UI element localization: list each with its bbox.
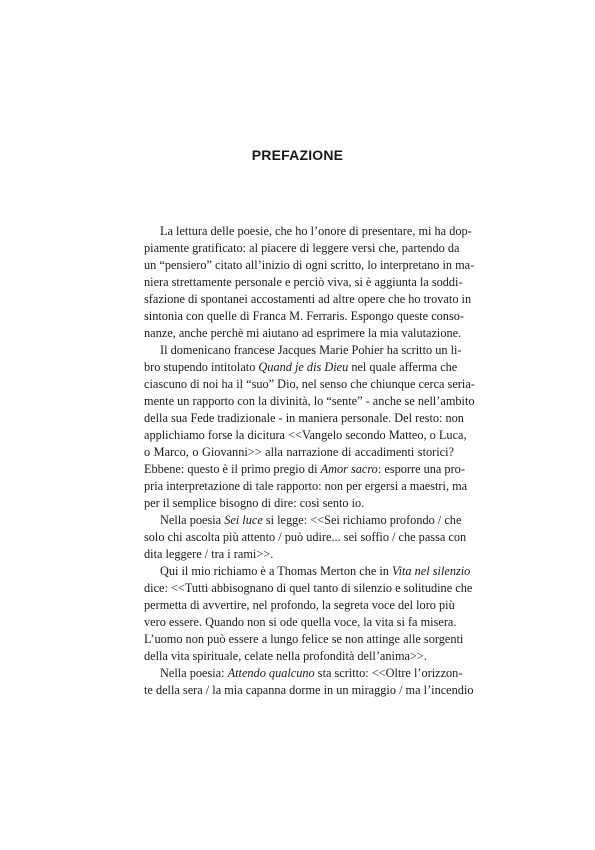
text-line — [144, 393, 475, 410]
text-line — [144, 580, 473, 597]
text-run: te della sera / la mia capanna dorme in un miraggio / ma l’incendio — [144, 683, 474, 697]
text-run: Il domenicano francese Jacques Marie Pohier ha scritto un li- — [160, 343, 462, 357]
italic-title: Sei luce — [224, 513, 263, 527]
text-run: pria interpretazione di tale rapporto: non per ergersi a maestri, ma — [144, 479, 468, 493]
text-run: piamente gratificato: al piacere di leggere versi che, partendo da — [144, 241, 460, 255]
text-line — [144, 546, 454, 563]
paragraph — [144, 223, 475, 342]
text-run: bro stupendo intitolato — [144, 360, 259, 374]
text-run: sfazione di spontanei accostamenti ad altre opere che ho trovato in — [144, 292, 472, 306]
text-run: La lettura delle poesie, che ho l’onore di presentare, mi ha dop- — [160, 224, 472, 238]
text-line — [144, 495, 454, 512]
text-run: della sua Fede tradizionale - in maniera personale. Del resto: non — [144, 411, 464, 425]
text-run: un “pensiero” citato all’inizio di ogni scritto, lo interpretano in ma- — [144, 258, 475, 272]
text-line — [144, 631, 464, 648]
text-line — [144, 597, 454, 614]
text-line — [144, 308, 464, 325]
text-run: nanze, anche perchè mi aiutano ad esprimere la mia valutazione. — [144, 326, 462, 340]
text-line — [144, 529, 467, 546]
text-line — [144, 257, 475, 274]
italic-title: Quand je dis Dieu — [258, 360, 349, 374]
text-run: Nella poesia: — [160, 666, 228, 680]
text-line — [144, 512, 462, 529]
italic-title: Attendo qualcuno — [227, 666, 315, 680]
text-run: applichiamo forse la dicitura <<Vangelo secondo Matteo, o Luca, — [144, 428, 467, 442]
text-line — [144, 325, 462, 342]
text-run: dice: <<Tutti abbisognano di quel tanto di silenzio e solitudine che — [144, 581, 473, 595]
text-run: : esporre una pro- — [377, 462, 465, 476]
text-run: sta scritto: <<Oltre l’orizzon- — [314, 666, 463, 680]
text-run: nel quale afferma che — [348, 360, 458, 374]
paragraph — [144, 342, 475, 512]
text-run: permetta di avvertire, nel profondo, la segreta voce del loro più — [144, 598, 455, 612]
text-line — [144, 223, 472, 240]
text-line — [144, 376, 475, 393]
text-run: niera strettamente personale e perciò viva, si è aggiunta la soddi- — [144, 275, 463, 289]
text-run: dita leggere / tra i rami>>. — [144, 547, 274, 561]
preface-body — [144, 223, 475, 699]
text-line — [144, 410, 464, 427]
text-line — [144, 240, 460, 257]
text-run: Qui il mio richiamo è a Thomas Merton che in — [160, 564, 392, 578]
text-line — [144, 614, 457, 631]
text-line — [144, 444, 454, 461]
text-run: sintonia con quelle di Franca M. Ferraris. Espongo queste conso- — [144, 309, 464, 323]
text-line — [144, 478, 468, 495]
text-line — [144, 291, 472, 308]
text-run: solo chi ascolta più attento / può udire... sei soffio / che passa con — [144, 530, 467, 544]
italic-title: Vita nel silenzio — [392, 564, 471, 578]
italic-title: Amor sacro — [320, 462, 378, 476]
text-line — [144, 342, 462, 359]
text-run: della vita spirituale, celate nella profondità dell’anima>>. — [144, 649, 427, 663]
text-line — [144, 665, 463, 682]
text-run: Nella poesia — [160, 513, 225, 527]
paragraph — [144, 665, 474, 699]
text-run: si legge: <<Sei richiamo profondo / che — [262, 513, 462, 527]
text-run: vero essere. Quando non si ode quella voce, la vita si fa misera. — [144, 615, 457, 629]
text-line — [144, 274, 463, 291]
text-line — [144, 461, 465, 478]
paragraph — [144, 563, 473, 665]
text-line — [144, 563, 471, 580]
text-line — [144, 682, 474, 699]
text-run: L’uomo non può essere a lungo felice se non attinge alle sorgenti — [144, 632, 464, 646]
text-line — [144, 359, 458, 376]
text-run: mente un rapporto con la divinità, lo “sente” - anche se nell’ambito — [144, 394, 475, 408]
paragraph — [144, 512, 467, 563]
text-run: per il semplice bisogno di dire: così sento io. — [144, 496, 365, 510]
chapter-title: PREFAZIONE — [251, 147, 344, 163]
text-line — [144, 648, 454, 665]
text-run: o Marco, o Giovanni>> alla narrazione di accadimenti storici? — [144, 445, 454, 459]
text-run: ciascuno di noi ha il “suo” Dio, nel senso che chiunque cerca seria- — [144, 377, 475, 391]
text-run: Ebbene: questo è il primo pregio di — [144, 462, 321, 476]
text-line — [144, 427, 467, 444]
